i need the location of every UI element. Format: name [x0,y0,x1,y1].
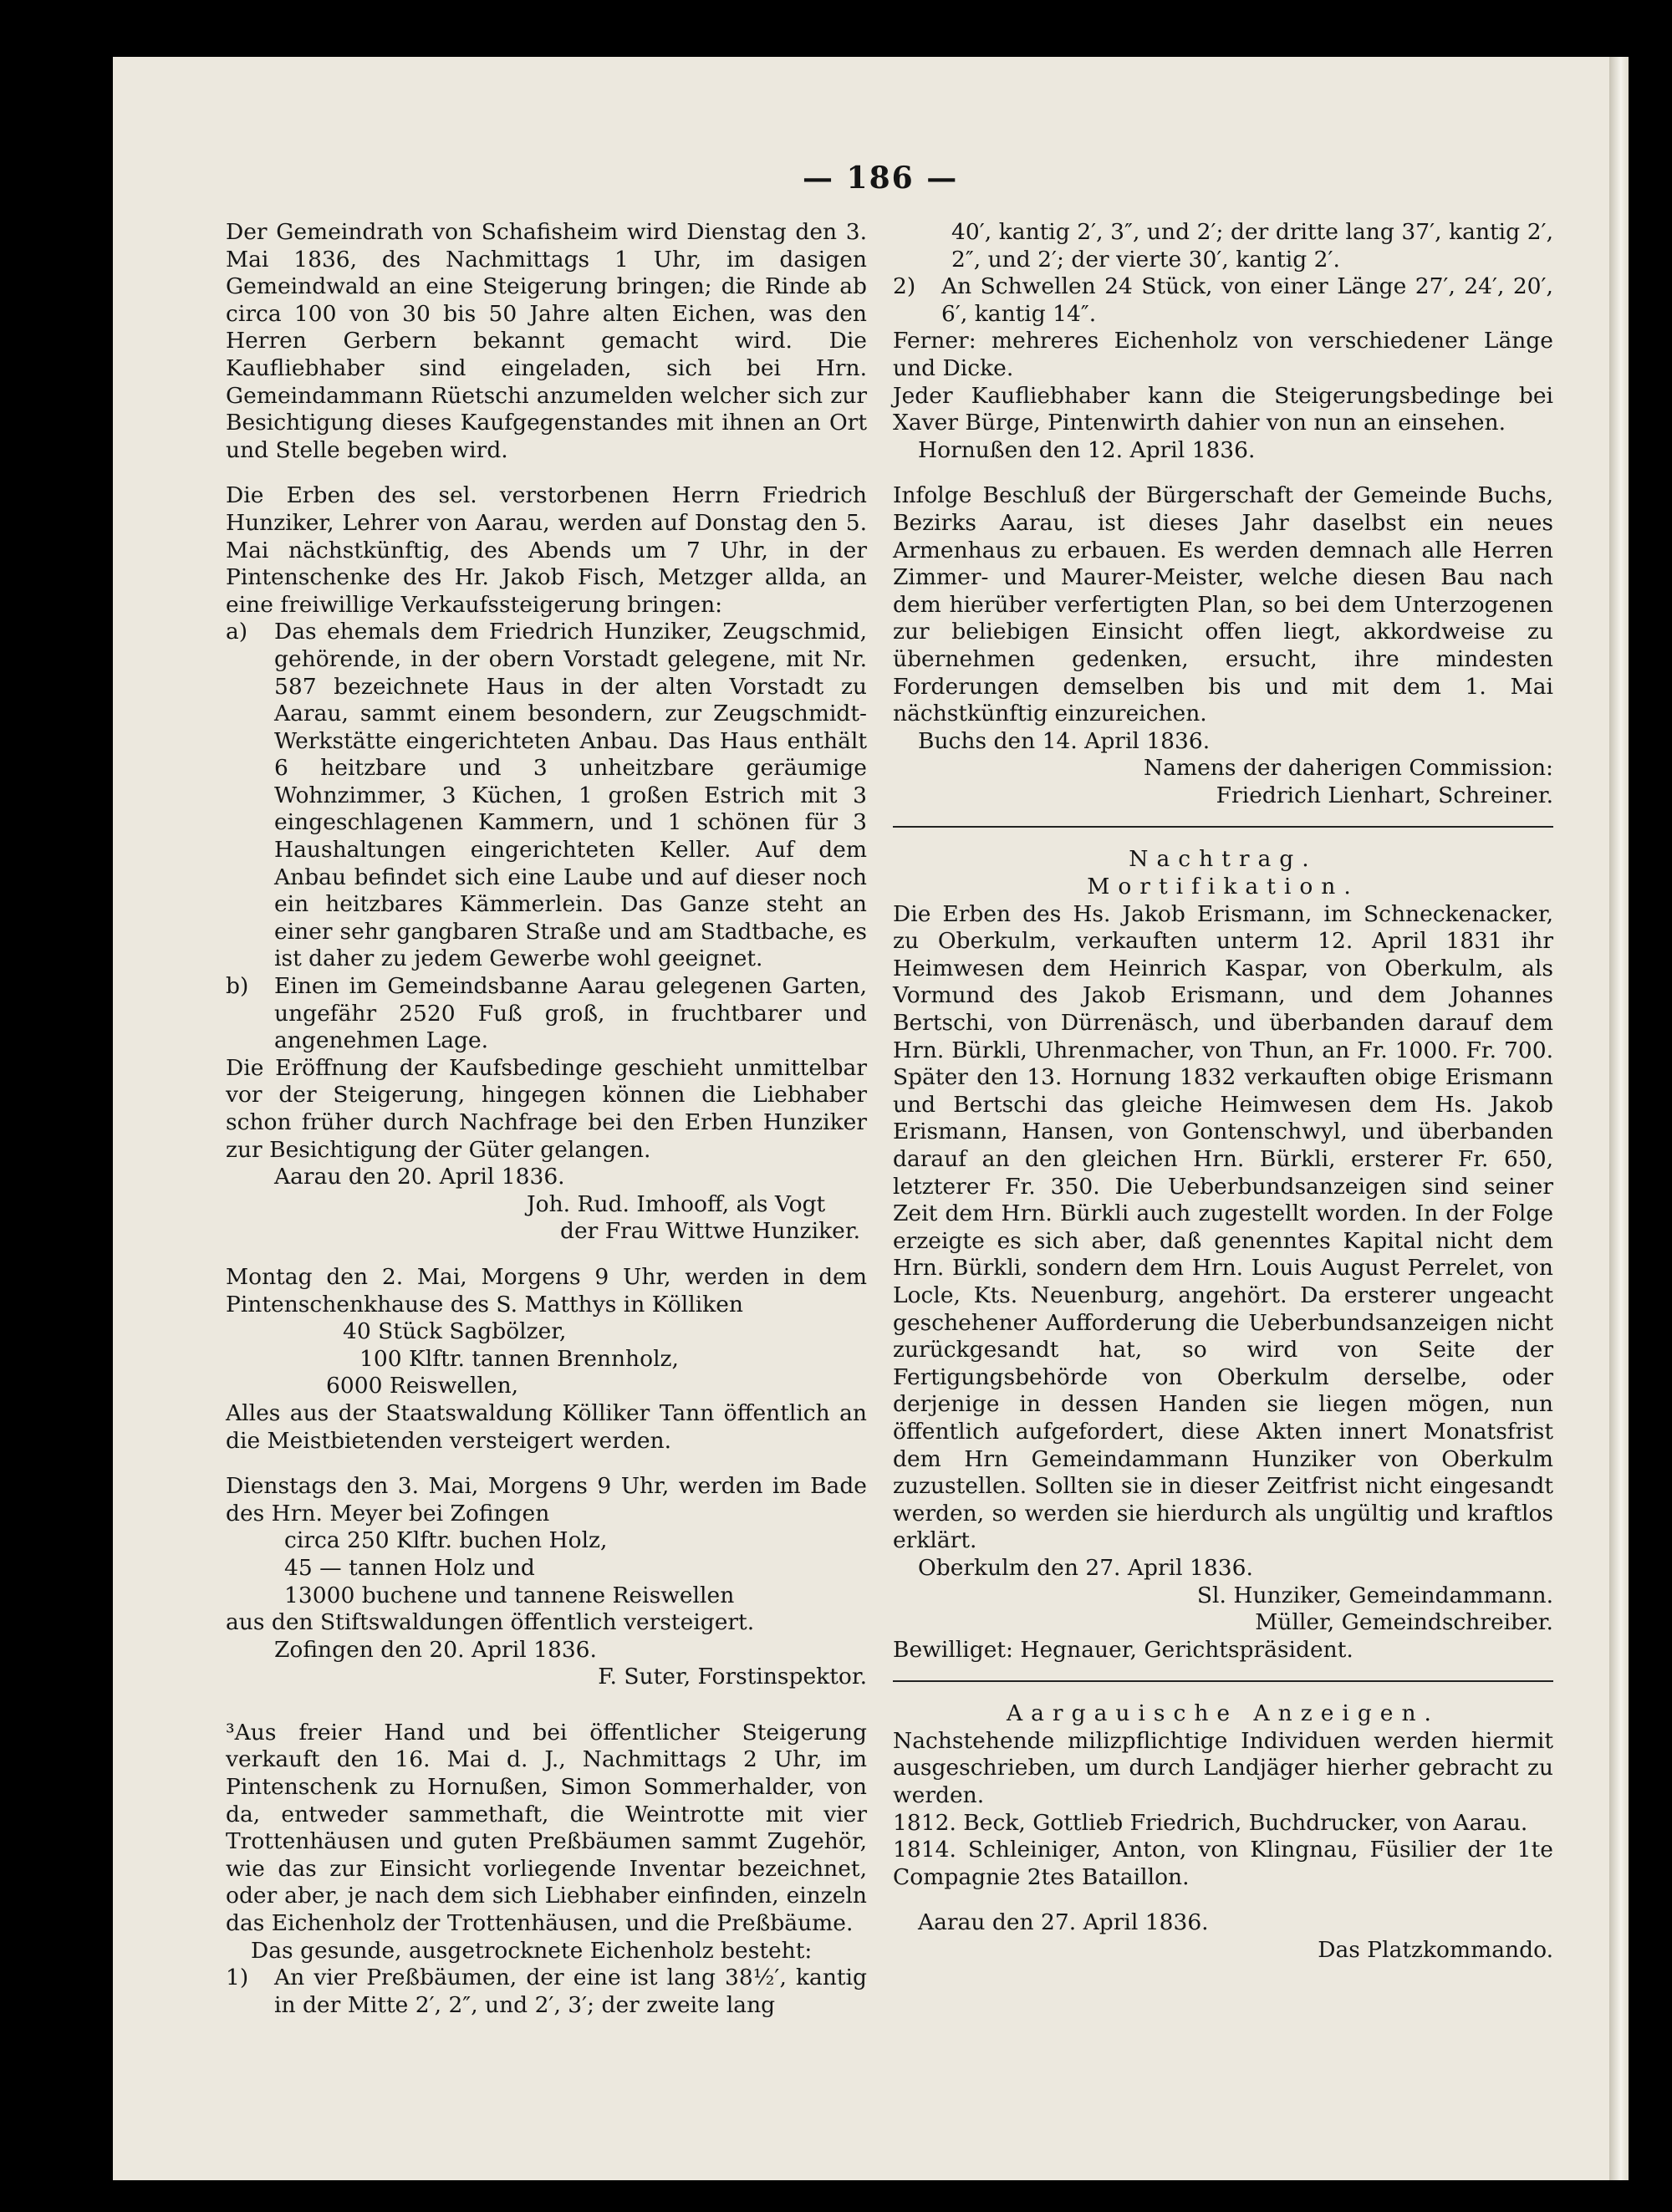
list-item: 100 Klftr. tannen Brennholz, [359,1345,679,1372]
list-label: 1) [226,1965,249,1991]
signature: Joh. Rud. Imhooff, als Vogt [527,1190,826,1217]
list-item: circa 250 Klftr. buchen Holz, [284,1527,608,1554]
list-item: 40 Stück Sagbölzer, [343,1318,567,1345]
list-item [226,619,867,973]
list-item: 1814. Schleiniger, Anton, von Klingnau, Füsilier der 1te Compagnie 2tes Bataillon. [893,1837,1553,1890]
signature: Das Platzkommando. [1318,1937,1553,1964]
signature: Müller, Gemeindschreiber. [1255,1609,1553,1636]
announcement-buchs: Infolge Beschluß der Bürgerschaft der Gemeinde Buchs, Bezirks Aarau, ist dieses Jahr daselbst ein neues Armenhaus zu erbauen. Es werden demnach alle Herren Zimmer- und Maurer-Meister, welche diesen Bau nach dem hierüber verfertigten Plan, so bei dem Unterzogenen zur beliebigen Einsicht offen liegt, akkordweise zu übernehmen gedenken, ersucht, ihre mindesten Forderungen demselben bis und mit dem 1. Mai nächstkünftig einzureichen. [893,482,1553,727]
list-item [226,1965,867,2019]
section-divider [893,1680,1553,1682]
section-heading: Nachtrag. [1129,846,1318,873]
dateline: Hornußen den 12. April 1836. [918,436,1256,463]
announcement-mortifikation: Die Erben des Hs. Jakob Erismann, im Schneckenacker, zu Oberkulm, verkauften unterm 12. April 1831 ihr Heimwesen dem Heinrich Kaspar, von Oberkulm, als Vormund des Jakob Erismann, und dem Johannes Bertschi, von Dürrenäsch, und überbanden darauf dem Hrn. Bürkli, Uhrenmacher, von Thun, an Fr. 1000. Fr. 700. Später den 13. Hornung 1832 verkauften obige Erismann und Bertschi das gleiche Heimwesen dem Hs. Jakob Erismann, Hansen, von Gontenschwyl, und überbanden darauf an den gleichen Hrn. Bürkli, ersterer Fr. 650, letzterer Fr. 350. Die Ueberbundsanzeigen sind seiner Zeit dem Hrn. Bürkli auch zugestellt worden. In der Folge erzeigte es sich aber, daß genenntes Kapital nicht dem Hrn. Bürkli, sondern dem Hrn. Louis August Perrelet, von Locle, Kts. Neuenburg, angehört. Da ersterer ungeacht geschehener Aufforderung die Ueberbundsanzeigen nicht zurückgesandt hat, so wird von Seite der Fertigungsbehörde von Oberkulm derselbe, oder derjenige in dessen Handen sie liegen mögen, nun öffentlich aufgefordert, diese Akten innert Monatsfrist dem Hrn Gemeindammann Hunziker von Oberkulm zuzustellen. Sollten sie in dieser Zeitfrist nicht eingesandt werden, so werden sie hierdurch als ungültig und kraftlos erklärt. [893,900,1553,1554]
list-text: An Schwellen 24 Stück, von einer Länge 27′, 24′, 20′, 6′, kantig 14″. [941,273,1553,327]
dateline: Oberkulm den 27. April 1836. [918,1554,1253,1581]
signature: F. Suter, Forstinspektor. [598,1664,867,1690]
continuation-text: Jeder Kaufliebhaber kann die Steigerungsbedinge bei Xaver Bürge, Pintenwirth dahier von nun an einsehen. [893,382,1553,436]
page-spine-edge [1609,57,1629,2180]
right-column [893,219,1553,1965]
list-label: a) [226,619,248,645]
list-item: 13000 buchene und tannene Reiswellen [284,1582,735,1608]
announcement-koelliken-intro: Montag den 2. Mai, Morgens 9 Uhr, werden in dem Pintenschenkhause des S. Matthys in Kölliken [226,1263,867,1318]
signature: Namens der daherigen Commission: [1143,755,1553,782]
announcement-hunziker-intro: Die Erben des sel. verstorbenen Herrn Friedrich Hunziker, Lehrer von Aarau, werden auf Donstag den 5. Mai nächstkünftig, des Abends um 7 Uhr, in der Pintenschenke des Hr. Jakob Fisch, Metzger allda, an eine freiwillige Verkaufssteigerung bringen: [226,482,867,618]
page-number: — 186 — [803,161,959,196]
list-label: 2) [893,273,916,300]
signature: Friedrich Lienhart, Schreiner. [1216,782,1553,808]
announcement-koelliken-outro: Alles aus der Staatswaldung Kölliker Tann öffentlich an die Meistbietenden versteigert werden. [226,1399,867,1454]
signature: Bewilliget: Hegnauer, Gerichtspräsident. [893,1636,1353,1663]
list-item: 1812. Beck, Gottlieb Friedrich, Buchdrucker, von Aarau. [893,1809,1528,1836]
list-item [893,273,1553,328]
section-heading: Aargauische Anzeigen. [1007,1700,1440,1727]
continuation-text: Ferner: mehreres Eichenholz von verschiedener Länge und Dicke. [893,328,1553,381]
announcement-milizpflichtige: Nachstehende milizpflichtige Individuen werden hiermit ausgeschrieben, um durch Landjäger hierher gebracht zu werden. [893,1727,1553,1809]
continuation-text: 40′, kantig 2′, 3″, und 2′; der dritte lang 37′, kantig 2′, 2″, und 2′; der vierte 30′, kantig 2′. [951,219,1553,273]
announcement-zofingen-intro: Dienstags den 3. Mai, Morgens 9 Uhr, werden im Bade des Hrn. Meyer bei Zofingen [226,1473,867,1526]
announcement-hornussen-body: Das gesunde, ausgetrocknete Eichenholz besteht: [251,1937,813,1964]
left-column [226,219,867,2019]
announcement-schafisheim: Der Gemeindrath von Schafisheim wird Dienstag den 3. Mai 1836, des Nachmittags 1 Uhr, im dasigen Gemeindwald an eine Steigerung bringen; die Rinde ab circa 100 von 30 bis 50 Jahre alten Eichen, was den Herren Gerbern bekannt gemacht wird. Die Kaufliebhaber sind eingeladen, sich bei Hrn. Gemeindammann Rüetschi anzumelden welcher sich zur Besichtigung dieses Kaufgegenstandes mit ihnen an Ort und Stelle begeben wird. [226,219,867,463]
signature: der Frau Wittwe Hunziker. [560,1218,861,1245]
announcement-zofingen-outro: aus den Stiftswaldungen öffentlich versteigert. [226,1609,755,1636]
signature: Sl. Hunziker, Gemeindammann. [1196,1582,1553,1608]
list-item: 45 — tannen Holz und [284,1554,535,1581]
list-item: 6000 Reiswellen, [326,1373,519,1399]
section-divider [893,826,1553,828]
list-text: Einen im Gemeindsbanne Aarau gelegenen Garten, ungefähr 2520 Fuß groß, in fruchtbarer und angenehmen Lage. [274,973,867,1054]
announcement-hunziker-body: Die Eröffnung der Kaufsbedinge geschieht unmittelbar vor der Steigerung, hingegen können die Liebhaber schon früher durch Nachfrage bei den Erben Hunziker zur Besichtigung der Güter gelangen. [226,1054,867,1163]
list-item [226,973,867,1055]
dateline: Aarau den 27. April 1836. [918,1909,1209,1936]
dateline: Zofingen den 20. April 1836. [274,1636,597,1663]
list-text: Das ehemals dem Friedrich Hunziker, Zeugschmid, gehörende, in der obern Vorstadt gelegene, mit Nr. 587 bezeichnete Haus in der alten Vorstadt zu Aarau, sammt einem besondern, zur Zeugschmidt-Werkstätte eingerichteten Anbau. Das Haus enthält 6 heitzbare und 3 unheitzbare geräumige Wohnzimmer, 3 Küchen, 1 großen Estrich mit 3 eingeschlagenen Kammern, und 1 schönen für 3 Haushaltungen eingerichteten Keller. Auf dem Anbau befindet sich eine Laube und auf dieser noch ein heitzbares Kämmerlein. Das Ganze steht an einer sehr gangbaren Straße und am Stadtbache, es ist daher zu jedem Gewerbe wohl geeignet. [274,619,867,972]
announcement-hornussen: ³Aus freier Hand und bei öffentlicher Steigerung verkauft den 16. Mai d. J., Nachmittags 2 Uhr, im Pintenschenk zu Hornußen, Simon Sommerhalder, von da, entweder sammethaft, die Weintrotte mit vier Trottenhäusen und guten Preßbäumen sammt Zugehör, wie das zur Einsicht vorliegende Inventar bezeichnet, oder aber, je nach dem sich Liebhaber einfinden, einzeln das Eichenholz der Trottenhäusen, und die Preßbäume. [226,1719,867,1937]
list-label: b) [226,973,249,1000]
dateline: Aarau den 20. April 1836. [274,1164,565,1190]
list-text: An vier Preßbäumen, der eine ist lang 38½′, kantig in der Mitte 2′, 2″, und 2′, 3′; der zweite lang [274,1965,867,2018]
section-heading: Mortifikation. [1087,874,1359,900]
dateline: Buchs den 14. April 1836. [918,727,1211,754]
